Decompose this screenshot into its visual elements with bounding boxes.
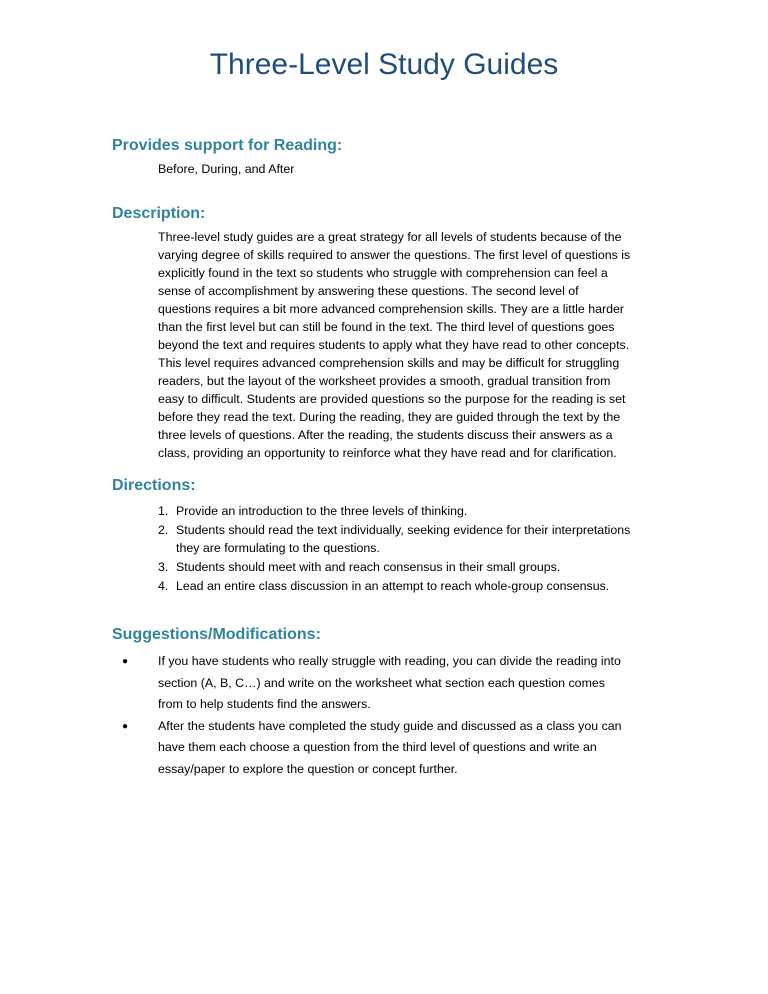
description-text: Three-level study guides are a great strategy for all levels of students because of the varying degree of skills required to answer the questions. The first level of questions is explicitly found in the text so students who struggle with comprehension can feel a sense of accomplishment by answering these questions. The second level of questions requires a bit more advanced comprehension skills. They are a little harder than the first level but can still be found in the text. The third level of questions goes beyond the text and requires students to apply what they have read to other concepts. This level requires advanced comprehension skills and may be difficult for struggling readers, but the layout of the worksheet provides a smooth, gradual transition from easy to difficult. Students are provided questions so the purpose for the reading is set before they read the text. During the reading, they are guided through the text by the three levels of questions. After the reading, the students discuss their answers as a class, providing an opportunity to reinforce what they have read and for clarification. <box>158 230 631 460</box>
description-section <box>112 204 632 462</box>
directions-item <box>112 502 632 520</box>
suggestions-item <box>112 716 632 781</box>
suggestions-heading: Suggestions/Modifications: <box>112 626 321 643</box>
directions-item-text: Students should read the text individually, seeking evidence for their interpretations they are formulating to the questions. <box>176 523 631 555</box>
suggestions-item-text: After the students have completed the study guide and discussed as a class you can have them each choose a question from the third level of questions and write an essay/paper to explore the question or concept further. <box>158 718 622 776</box>
directions-item-text: Students should meet with and reach consensus in their small groups. <box>176 560 561 574</box>
description-heading: Description: <box>112 205 206 222</box>
directions-heading: Directions: <box>112 477 196 494</box>
support-section <box>112 136 632 178</box>
support-text: Before, During, and After <box>158 162 295 176</box>
directions-item-number: 1. <box>158 504 169 518</box>
support-body <box>158 160 632 178</box>
directions-item-text: Provide an introduction to the three levels of thinking. <box>176 504 468 518</box>
directions-item <box>112 558 632 576</box>
directions-item-number: 2. <box>158 523 169 537</box>
suggestions-section <box>112 625 632 780</box>
suggestions-item <box>112 651 632 716</box>
suggestions-item-text: If you have students who really struggle with reading, you can divide the reading into section (A, B, C…) and write on the worksheet what section each question comes from to help students find the answers. <box>158 654 621 711</box>
directions-item <box>112 521 632 557</box>
directions-item <box>112 577 632 595</box>
description-body <box>158 228 632 462</box>
document-title: Three-Level Study Guides <box>209 48 559 81</box>
suggestions-list <box>112 651 632 780</box>
directions-item-text: Lead an entire class discussion in an attempt to reach whole-group consensus. <box>176 579 610 593</box>
bullet-icon: ● <box>122 720 129 732</box>
directions-list <box>112 502 632 595</box>
bullet-icon: ● <box>122 656 129 667</box>
directions-item-number: 3. <box>158 560 169 574</box>
directions-section <box>112 476 632 596</box>
support-heading: Provides support for Reading: <box>112 137 343 154</box>
directions-item-number: 4. <box>158 579 169 593</box>
